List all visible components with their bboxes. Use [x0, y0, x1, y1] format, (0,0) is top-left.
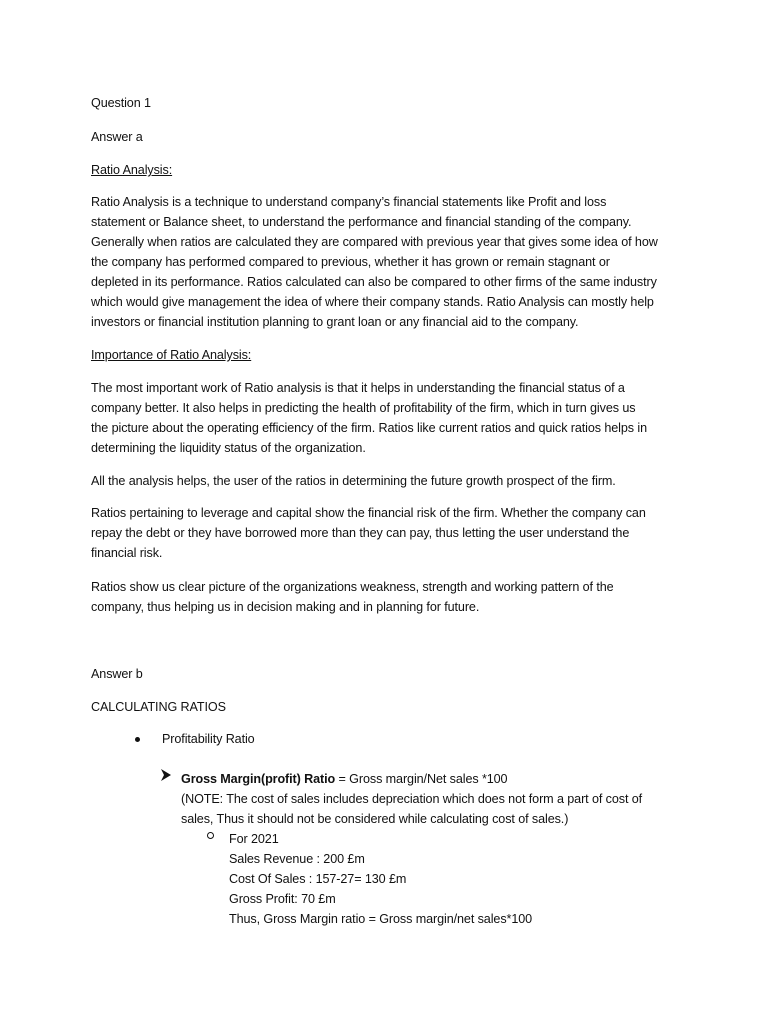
ratio-paragraph-line: investors or financial institution planning to grant loan or any financial aid to the company. [91, 315, 579, 329]
bullet-icon [135, 737, 140, 742]
ratio-paragraph-line: the company has performed compared to previous, whether it has grown or remain stagnant or [91, 255, 610, 269]
year-line: For 2021 [229, 832, 279, 846]
gross-margin-label: Gross Margin(profit) Ratio [181, 772, 336, 786]
ratio-analysis-title: Ratio Analysis: [91, 163, 173, 177]
gross-margin-ratio-line: Thus, Gross Margin ratio = Gross margin/net sales*100 [229, 912, 533, 926]
picture-paragraph-line: company, thus helping us in decision making and in planning for future. [91, 600, 480, 614]
gross-margin-formula: = Gross margin/Net sales *100 [335, 772, 508, 786]
importance-paragraph-line: company better. It also helps in predicting the health of profitability of the firm, which in turn gives us [91, 401, 636, 415]
importance-paragraph-line: the picture about the operating efficiency of the firm. Ratios like current ratios and quick ratios helps in [91, 421, 647, 435]
answer-a-heading: Answer a [91, 130, 143, 144]
ratio-paragraph-line: Generally when ratios are calculated they are compared with previous year that gives some idea of how [91, 235, 658, 249]
analysis-paragraph: All the analysis helps, the user of the ratios in determining the future growth prospect of the firm. [91, 474, 616, 488]
importance-title: Importance of Ratio Analysis: [91, 348, 252, 362]
ratio-paragraph-line: depleted in its performance. Ratios calculated can also be compared to other firms of the same industry [91, 275, 657, 289]
sales-revenue-line: Sales Revenue : 200 £m [229, 852, 365, 866]
importance-paragraph-line: determining the liquidity status of the organization. [91, 441, 366, 455]
calculating-ratios-heading: CALCULATING RATIOS [91, 700, 226, 714]
ratio-paragraph-line: statement or Balance sheet, to understand the performance and financial standing of the company. [91, 215, 632, 229]
ratio-paragraph-line: Ratio Analysis is a technique to understand company’s financial statements like Profit and loss [91, 195, 607, 209]
circle-bullet-icon [207, 832, 214, 839]
cost-of-sales-line: Cost Of Sales : 157-27= 130 £m [229, 872, 407, 886]
gross-profit-line: Gross Profit: 70 £m [229, 892, 336, 906]
importance-paragraph-line: The most important work of Ratio analysis is that it helps in understanding the financial status of a [91, 381, 625, 395]
answer-b-heading: Answer b [91, 667, 143, 681]
profitability-ratio-item: Profitability Ratio [162, 732, 255, 746]
leverage-paragraph-line: financial risk. [91, 546, 163, 560]
note-line: (NOTE: The cost of sales includes depreciation which does not form a part of cost of [181, 792, 643, 806]
picture-paragraph-line: Ratios show us clear picture of the organizations weakness, strength and working pattern of the [91, 580, 614, 594]
question-heading: Question 1 [91, 96, 151, 110]
gross-margin-line [181, 769, 507, 789]
note-line: sales, Thus it should not be considered while calculating cost of sales.) [181, 812, 569, 826]
arrow-bullet-icon [160, 768, 172, 782]
leverage-paragraph-line: Ratios pertaining to leverage and capital show the financial risk of the firm. Whether the company can [91, 506, 646, 520]
ratio-paragraph-line: which would give management the idea of where their company stands. Ratio Analysis can mostly help [91, 295, 654, 309]
leverage-paragraph-line: repay the debt or they have borrowed more than they can pay, thus letting the user understand the [91, 526, 630, 540]
